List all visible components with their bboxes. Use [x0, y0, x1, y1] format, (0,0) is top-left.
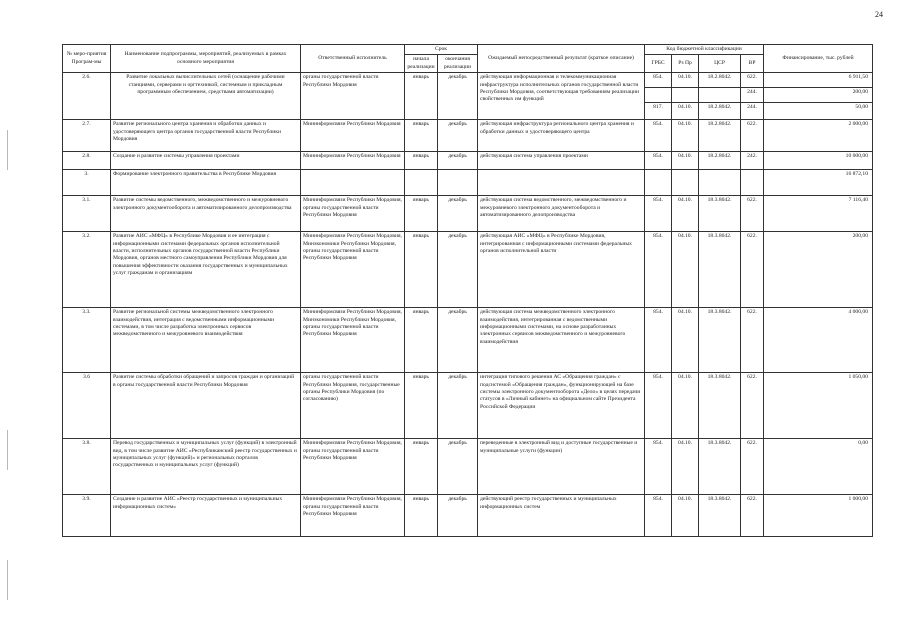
row-name: Развитие системы обработки обращений и запросов граждан и организаций в органы государственной власти Республики Мордовия	[111, 373, 301, 439]
row-csr	[699, 170, 741, 196]
row-csr: 18.2.8042.	[699, 103, 741, 120]
row-finance: 2 000,00	[764, 120, 873, 152]
row-start: январь	[405, 73, 438, 120]
row-csr: 18.2.8042.	[699, 152, 741, 170]
row-end: декабрь	[438, 373, 478, 439]
row-grbs: 854.	[645, 439, 672, 495]
row-csr: 18.3.8042.	[699, 232, 741, 308]
table-row	[63, 120, 873, 152]
row-vr: 622.	[741, 439, 764, 495]
row-result: действующая инфраструктура регионального центра хранения и обработки данных и удостоверяющего центра	[478, 120, 645, 152]
row-result: действующая система межведомственного электронного взаимодействия, интегрированная с ведомственными информационными системами, на основе разработанных электронных сервисов межведомственного и межуровневого взаимодействия	[478, 308, 645, 373]
table-row	[63, 170, 873, 196]
row-result: действующая система ведомственного, межведомственного и межуровневого электронного документооборота и автоматизированного делопроизводства	[478, 196, 645, 232]
row-csr: 18.3.8042.	[699, 308, 741, 373]
row-name: Развитие локальных вычислительных сетей (оснащение рабочими станциями, серверами и оргтехникой, системным и прикладным программным обеспечением, средствами автоматизации)	[111, 73, 301, 120]
row-grbs: 854.	[645, 152, 672, 170]
table-row	[63, 152, 873, 170]
row-start	[405, 170, 438, 196]
row-csr: 18.2.8042.	[699, 120, 741, 152]
row-executor: Мининформсвязи Республики Мордовия	[301, 120, 405, 152]
row-grbs: 854.	[645, 232, 672, 308]
row-end: декабрь	[438, 495, 478, 537]
row-rz: 04.10.	[672, 152, 699, 170]
row-result: переведенные в электронный вид и доступные государственные и муниципальные услуги (функции)	[478, 439, 645, 495]
row-rz: 04.10.	[672, 308, 699, 373]
row-vr: 622.	[741, 495, 764, 537]
row-name: Развитие АИС «МФЦ» в Республике Мордовия и ее интеграция с информационными системами федеральных органов исполнительной власти, исполнительных органов государственной власти Республики Мордовия, органов местного самоуправления Республики Мордовия для повышения эффективности оказания государственных и муниципальных услуг гражданам и организациям	[111, 232, 301, 308]
row-result: интеграция типового решения АС «Обращения граждан» с подсистемой «Обращения граждан», функционирующей на базе системы электронного документооборота «Дело» в целях передачи статусов в «Личный кабинет» на официальном сайте Президента Российской Федерации	[478, 373, 645, 439]
header-term-start: начала реализации	[405, 55, 438, 73]
row-executor: Мининформсвязи Республики Мордовия, органы государственной власти Республики Мордовия	[301, 439, 405, 495]
row-rz	[672, 88, 699, 103]
row-end: декабрь	[438, 232, 478, 308]
row-number: 2.6.	[63, 73, 111, 120]
header-vr: ВР	[741, 55, 764, 73]
row-vr: 622.	[741, 73, 764, 88]
row-executor: органы государственной власти Республики Мордовия, государственные органы Республики Мордовия (по согласованию)	[301, 373, 405, 439]
row-executor	[301, 170, 405, 196]
table-row	[63, 495, 873, 537]
table-row	[63, 308, 873, 373]
binding-mark	[7, 430, 8, 470]
row-number: 3.8.	[63, 439, 111, 495]
row-start: январь	[405, 196, 438, 232]
header-name: Наименование подпрограммы, мероприятий, реализуемых в рамках основного мероприятия	[111, 45, 301, 73]
row-vr: 622.	[741, 120, 764, 152]
row-start: январь	[405, 439, 438, 495]
row-result: действующая система управления проектами	[478, 152, 645, 170]
header-grbs: ГРБС	[645, 55, 672, 73]
row-grbs: 854.	[645, 120, 672, 152]
row-grbs: 854.	[645, 495, 672, 537]
row-name: Создание и развитие АИС «Реестр государственных и муниципальных информационных систем»	[111, 495, 301, 537]
header-term: Срок	[405, 45, 478, 55]
row-rz: 04.10.	[672, 495, 699, 537]
row-name: Развитие системы ведомственного, межведомственного и межуровневого электронного документооборота и автоматизированного делопроизводства	[111, 196, 301, 232]
row-end	[438, 170, 478, 196]
row-number: 3.3.	[63, 308, 111, 373]
row-grbs: 817.	[645, 103, 672, 120]
row-end: декабрь	[438, 73, 478, 120]
row-result: действующий реестр государственных и муниципальных информационных систем	[478, 495, 645, 537]
header-rz-pr: Рз Пр	[672, 55, 699, 73]
row-finance: 1 050,00	[764, 373, 873, 439]
row-rz: 04.10.	[672, 232, 699, 308]
row-rz: 04.10.	[672, 120, 699, 152]
row-finance: 200,00	[764, 88, 873, 103]
row-start: январь	[405, 308, 438, 373]
row-name: Развитие регионального центра хранения и обработки данных и удостоверяющего центра органов государственной власти Республики Мордовия	[111, 120, 301, 152]
row-rz: 04.10.	[672, 196, 699, 232]
table-row	[63, 373, 873, 439]
row-executor: Мининформсвязи Республики Мордовия, Минэкономики Республики Мордовия, органы государственной власти Республики Мордовия	[301, 308, 405, 373]
row-vr: 622.	[741, 373, 764, 439]
row-csr: 18.3.8042.	[699, 196, 741, 232]
row-start: январь	[405, 152, 438, 170]
row-csr: 18.3.8042.	[699, 439, 741, 495]
row-finance: 4 000,00	[764, 308, 873, 373]
row-name: Перевод государственных и муниципальных услуг (функций) в электронный вид, в том числе развитие АИС «Республиканский реестр государственных и муниципальных услуг (функций)» и региональных порталов государственных и муниципальных услуг (функций)	[111, 439, 301, 495]
row-grbs	[645, 88, 672, 103]
row-rz: 04.10.	[672, 103, 699, 120]
row-csr	[699, 88, 741, 103]
row-start: январь	[405, 373, 438, 439]
row-number: 3.9.	[63, 495, 111, 537]
row-executor: органы государственной власти Республики Мордовия	[301, 73, 405, 120]
row-name: Формирование электронного правительства в Республике Мордовия	[111, 170, 301, 196]
row-number: 3.6	[63, 373, 111, 439]
row-end: декабрь	[438, 196, 478, 232]
row-grbs: 854.	[645, 308, 672, 373]
page-number: 24	[875, 10, 883, 19]
binding-mark	[7, 560, 8, 600]
row-finance: 50,00	[764, 103, 873, 120]
row-number: 2.8.	[63, 152, 111, 170]
row-end: декабрь	[438, 308, 478, 373]
header-finance: Финансирование, тыс. рублей	[764, 45, 873, 73]
row-grbs: 854.	[645, 373, 672, 439]
row-finance: 7 116,40	[764, 196, 873, 232]
row-name: Создание и развитие системы управления проектами	[111, 152, 301, 170]
row-vr: 244.	[741, 88, 764, 103]
row-finance: 16 872,10	[764, 170, 873, 196]
row-rz	[672, 170, 699, 196]
row-finance: 0,00	[764, 439, 873, 495]
row-vr: 242.	[741, 152, 764, 170]
table-row	[63, 73, 873, 88]
row-rz: 04.10.	[672, 373, 699, 439]
binding-mark	[7, 130, 8, 170]
header-executor: Ответственный исполнитель	[301, 45, 405, 73]
table-row	[63, 196, 873, 232]
row-grbs: 854.	[645, 196, 672, 232]
header-budget-code: Код бюджетной классификации	[645, 45, 764, 55]
row-rz: 04.10.	[672, 73, 699, 88]
row-start: январь	[405, 232, 438, 308]
row-rz: 04.10.	[672, 439, 699, 495]
row-finance: 200,00	[764, 232, 873, 308]
row-executor: Мининформсвязи Республики Мордовия	[301, 152, 405, 170]
row-csr: 18.3.8042.	[699, 373, 741, 439]
row-grbs	[645, 170, 672, 196]
row-vr: 622.	[741, 196, 764, 232]
header-result: Ожидаемый непосредственный результат (краткое описание)	[478, 45, 645, 73]
row-name: Развитие региональной системы межведомственного электронного взаимодействия, интеграция с ведомственными информационными системами, в том числе разработка электронных сервисов межведомственного и межуровневого взаимодействия	[111, 308, 301, 373]
program-table	[62, 44, 873, 537]
row-number: 3.1.	[63, 196, 111, 232]
row-finance: 1 000,00	[764, 495, 873, 537]
table-row	[63, 232, 873, 308]
row-finance: 10 000,00	[764, 152, 873, 170]
row-executor: Мининформсвязи Республики Мордовия, Минэкономики Республики Мордовия, органы государственной власти Республики Мордовия	[301, 232, 405, 308]
row-result: действующая информационная и телекоммуникационная инфраструктура исполнительных органов государственной власти Республики Мордовия, соответствующая требованиям реализации свойственных им функций	[478, 73, 645, 120]
row-finance: 6 911,50	[764, 73, 873, 88]
row-end: декабрь	[438, 152, 478, 170]
row-number: 3.2.	[63, 232, 111, 308]
header-number: № меро-приятия Програм-мы	[63, 45, 111, 73]
row-result: действующая АИС «МФЦ» в Республике Мордовия, интегрированная с информационными системами федеральных органов исполнительной власти	[478, 232, 645, 308]
row-result	[478, 170, 645, 196]
table-row	[63, 439, 873, 495]
row-start: январь	[405, 120, 438, 152]
row-start: январь	[405, 495, 438, 537]
row-vr: 244.	[741, 103, 764, 120]
row-executor: Мининформсвязи Республики Мордовия, органы государственной власти Республики Мордовия	[301, 196, 405, 232]
row-executor: Мининформсвязи Республики Мордовия, органы государственной власти Республики Мордовия	[301, 495, 405, 537]
row-end: декабрь	[438, 439, 478, 495]
row-vr	[741, 170, 764, 196]
row-number: 3.	[63, 170, 111, 196]
header-csr: ЦСР	[699, 55, 741, 73]
row-grbs: 854.	[645, 73, 672, 88]
row-number: 2.7.	[63, 120, 111, 152]
row-csr: 18.2.8042.	[699, 73, 741, 88]
header-term-end: окончания реализации	[438, 55, 478, 73]
row-csr: 18.3.8042.	[699, 495, 741, 537]
row-end: декабрь	[438, 120, 478, 152]
row-vr: 622.	[741, 308, 764, 373]
row-vr: 622.	[741, 232, 764, 308]
